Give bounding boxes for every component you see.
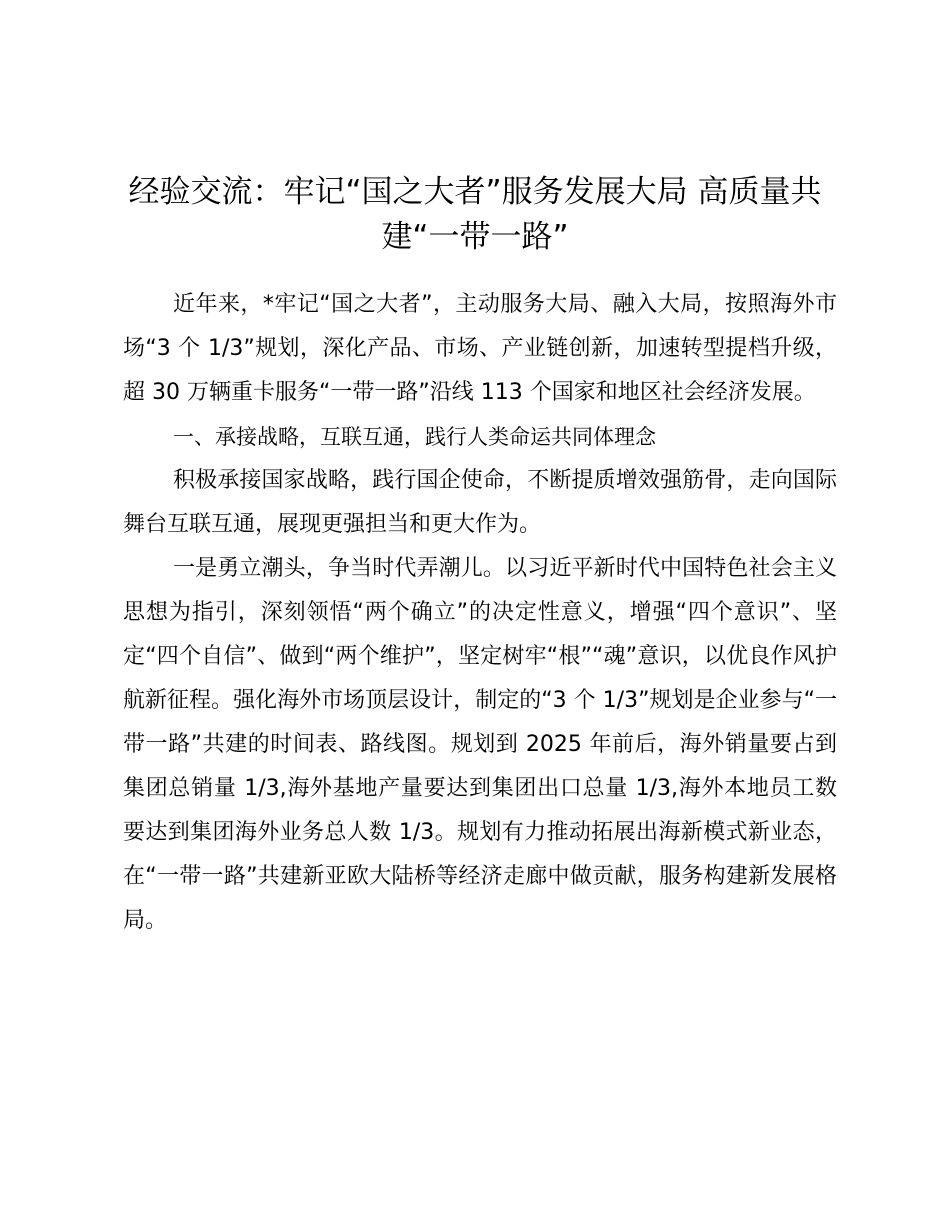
document-body (123, 283, 837, 943)
paragraph-section-summary: 积极承接国家战略，践行国企使命，不断提质增效强筋骨，走向国际舞台互联互通，展现更强担当和更大作为。 (123, 468, 837, 537)
paragraph-point-one: 一是勇立潮头，争当时代弄潮儿。以习近平新时代中国特色社会主义思想为指引，深刻领悟“两个确立”的决定性意义，增强“四个意识”、坚定“四个自信”、做到“两个维护”，坚定树牢“根”“魂”意识，以优良作风护航新征程。强化海外市场顶层设计，制定的“3 个 1/3”规划是企业参与“一带一路”共建的时间表、路线图。规划到 2025 年前后，海外销量要占到集团总销量 1/3,海外基地产量要达到集团出口总量 1/3,海外本地员工数要达到集团海外业务总人数 1/3。规划有力推动拓展出海新模式新业态，在“一带一路”共建新亚欧大陆桥等经济走廊中做贡献，服务构建新发展格局。 (123, 556, 837, 933)
section-heading: 一、承接战略，互联互通，践行人类命运共同体理念 (173, 425, 656, 449)
paragraph-intro: 近年来，*牢记“国之大者”，主动服务大局、融入大局，按照海外市场“3 个 1/3”规划，深化产品、市场、产业链创新，加速转型提档升级，超 30 万辆重卡服务“一带一路”沿线 113 个国家和地区社会经济发展。 (123, 292, 837, 405)
document-title: 经验交流：牢记“国之大者”服务发展大局 高质量共建“一带一路” (128, 174, 822, 255)
